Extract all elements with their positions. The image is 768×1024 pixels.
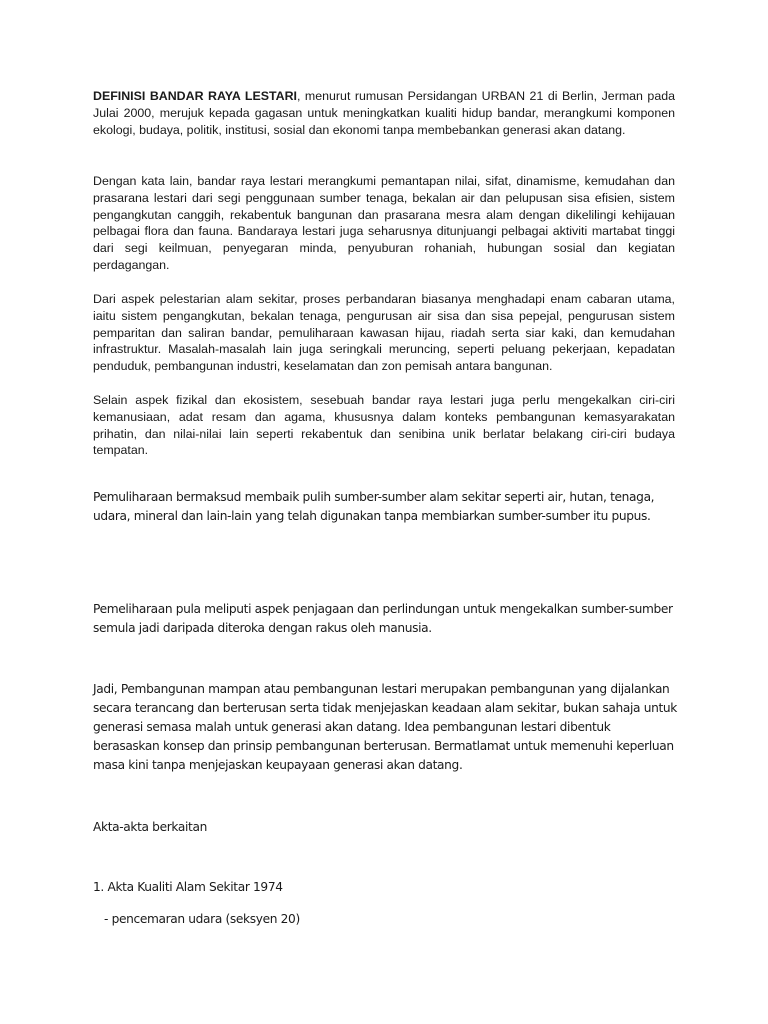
list-item-act: 1. Akta Kualiti Alam Sekitar 1974 xyxy=(93,880,283,894)
paragraph-challenges: Dari aspek pelestarian alam sekitar, proses perbandaran biasanya menghadapi enam cabaran utama, iaitu sistem pengangkutan, bekalan tenaga, pengurusan air sisa dan sisa pepejal, pengurusan sistem pemparitan dan saliran bandar, pemuliharaan kawasan hijau, riadah serta siar kaki, dan kemudahan infrastruktur. Masalah-masalah lain juga seringkali meruncing, seperti peluang pekerjaan, kepadatan penduduk, pembangunan industri, keselamatan dan zon pemisah antara bangunan. xyxy=(93,292,675,374)
list-subitem-air-pollution: - pencemaran udara (seksyen 20) xyxy=(104,912,300,926)
paragraph-sustainable-city: Dengan kata lain, bandar raya lestari merangkumi pemantapan nilai, sifat, dinamisme, kemudahan dan prasarana lestari dari segi penggunaan sumber tenaga, bekalan air dan pelupusan sisa efisien, sistem pengangkutan canggih, rekabentuk bangunan dan prasarana mesra alam dengan dikelilingi kehijauan pelbagai flora dan fauna. Bandaraya lestari juga seharusnya ditunjuangi pelbagai aktiviti martabat tinggi dari segi keilmuan, penyegaran minda, penyuburan rohaniah, hubungan sosial dan kegiatan perdagangan. xyxy=(93,174,675,272)
paragraph-sustainable-development: Jadi, Pembangunan mampan atau pembangunan lestari merupakan pembangunan yang dijalankan secara terancang dan berterusan serta tidak menjejaskan keadaan alam sekitar, bukan sahaja untuk generasi semasa malah untuk generasi akan datang. Idea pembangunan lestari dibentuk berasaskan konsep dan prinsip pembangunan berterusan. Bermatlamat untuk memenuhi keperluan masa kini tanpa menjejaskan keupayaan generasi akan datang. xyxy=(93,682,677,772)
heading-related-acts: Akta-akta berkaitan xyxy=(93,820,207,834)
paragraph-conservation: Pemuliharaan bermaksud membaik pulih sumber-sumber alam sekitar seperti air, hutan, tenaga, udara, mineral dan lain-lain yang telah digunakan tanpa membiarkan sumber-sumber itu pupus. xyxy=(93,490,655,523)
paragraph-preservation: Pemeliharaan pula meliputi aspek penjagaan dan perlindungan untuk mengekalkan sumber-sumber semula jadi daripada diteroka dengan rakus oleh manusia. xyxy=(93,602,673,635)
paragraph-definition xyxy=(93,88,675,138)
definition-text: , menurut rumusan Persidangan URBAN 21 di Berlin, Jerman pada Julai 2000, merujuk kepada gagasan untuk meningkatkan kualiti hidup bandar, merangkumi komponen ekologi, budaya, politik, institusi, sosial dan ekonomi tanpa membebankan generasi akan datang. xyxy=(93,89,675,137)
definition-term: DEFINISI BANDAR RAYA LESTARI xyxy=(93,89,297,103)
paragraph-humanity: Selain aspek fizikal dan ekosistem, sesebuah bandar raya lestari juga perlu mengekalkan ciri-ciri kemanusiaan, adat resam dan agama, khususnya dalam konteks pembangunan kemasyarakatan prihatin, dan nilai-nilai lain seperti rekabentuk dan senibina unik berlatar belakang ciri-ciri budaya tempatan. xyxy=(93,393,675,458)
